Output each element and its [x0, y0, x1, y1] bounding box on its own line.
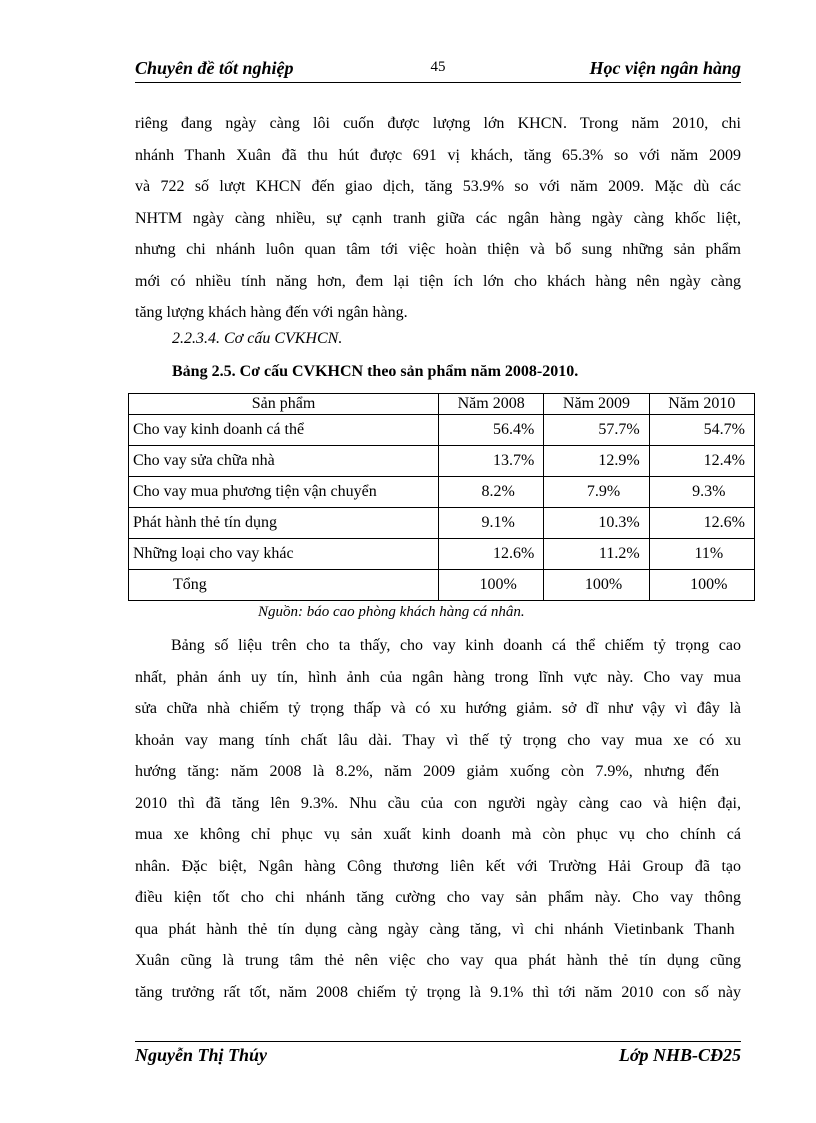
text-line: hướng tăng: năm 2008 là 8.2%, năm 2009 giảm xuống còn 7.9%, nhưng đến — [135, 763, 720, 780]
cell-value: 56.4% — [438, 415, 543, 446]
text-line: tăng trưởng rất tốt, năm 2008 chiếm tỷ trọng là 9.1% thì tới năm 2010 con số này — [135, 983, 741, 1001]
cell-value: 54.7% — [649, 415, 754, 446]
column-header-2008: Năm 2008 — [438, 394, 543, 415]
text-line: và 722 số lượt KHCN đến giao dịch, tăng 53.9% so với năm 2009. Mặc dù các — [135, 178, 741, 195]
text-line: tăng lượng khách hàng đến với ngân hàng. — [135, 304, 408, 321]
row-label: Cho vay kinh doanh cá thể — [129, 415, 439, 446]
cell-value: 10.3% — [544, 508, 649, 539]
table-row — [129, 477, 755, 508]
cell-value: 12.6% — [649, 508, 754, 539]
row-label: Những loại cho vay khác — [129, 539, 439, 570]
footer-author: Nguyễn Thị Thúy — [135, 1045, 268, 1065]
page-footer — [135, 1045, 741, 1069]
text-line: Bảng số liệu trên cho ta thấy, cho vay kinh doanh cá thể chiếm tỷ trọng cao — [171, 637, 741, 654]
text-line: NHTM ngày càng nhiều, sự cạnh tranh giữa các ngân hàng ngày càng khốc liệt, — [135, 209, 741, 227]
data-table — [128, 393, 755, 601]
cell-value: 100% — [438, 570, 543, 601]
cell-value: 12.9% — [544, 446, 649, 477]
row-label: Phát hành thẻ tín dụng — [129, 508, 439, 539]
text-line: riêng đang ngày càng lôi cuốn được lượng lớn KHCN. Trong năm 2010, chi — [135, 115, 741, 132]
text-line: nhưng chi nhánh luôn quan tâm tới việc hoàn thiện và bổ sung những sản phẩm — [135, 241, 741, 258]
page-number: 45 — [430, 59, 446, 75]
cell-value: 100% — [649, 570, 754, 601]
header-title-right: Học viện ngân hàng — [589, 58, 741, 78]
row-label-total: Tổng — [129, 570, 439, 601]
row-label: Cho vay mua phương tiện vận chuyển — [129, 477, 439, 508]
cell-value: 9.1% — [438, 508, 543, 539]
text-line: mua xe không chỉ phục vụ sản xuất kinh doanh mà còn phục vụ cho chính cá — [135, 826, 741, 843]
text-line: nhân. Đặc biệt, Ngân hàng Công thương liên kết với Trường Hải Group đã tạo — [135, 857, 741, 875]
cell-value: 57.7% — [544, 415, 649, 446]
cell-value: 7.9% — [544, 477, 649, 508]
header-title-left: Chuyên đề tốt nghiệp — [135, 58, 294, 78]
text-line: Xuân cũng là trung tâm thẻ nên việc cho vay qua phát hành thẻ tín dụng cũng — [135, 952, 741, 969]
section-subheading: 2.2.3.4. Cơ cấu CVKHCN. — [172, 330, 343, 347]
text-line: điều kiện tốt cho chi nhánh tăng cường cho vay sản phẩm này. Cho vay thông — [135, 889, 741, 906]
table-row-total — [129, 570, 755, 601]
text-line: sửa chữa nhà chiếm tỷ trọng thấp và có xu hướng giảm. sở dĩ như vậy vì đây là — [135, 700, 741, 717]
table-row — [129, 539, 755, 570]
cell-value: 11% — [649, 539, 754, 570]
table-header-row — [129, 394, 755, 415]
row-label: Cho vay sửa chữa nhà — [129, 446, 439, 477]
cell-value: 12.6% — [438, 539, 543, 570]
paragraph-analysis — [135, 630, 741, 1008]
cell-value: 9.3% — [649, 477, 754, 508]
cell-value: 100% — [544, 570, 649, 601]
cell-value: 11.2% — [544, 539, 649, 570]
cell-value: 12.4% — [649, 446, 754, 477]
footer-divider — [135, 1041, 741, 1042]
table-caption: Bảng 2.5. Cơ cấu CVKHCN theo sản phẩm năm 2008-2010. — [172, 363, 579, 380]
table-row — [129, 415, 755, 446]
paragraph-intro — [135, 108, 741, 329]
text-line: khoản vay mang tính chất lâu dài. Thay vì thế tỷ trọng cho vay mua xe có xu — [135, 731, 741, 749]
cell-value: 13.7% — [438, 446, 543, 477]
column-header-product: Sản phẩm — [129, 394, 439, 415]
column-header-2010: Năm 2010 — [649, 394, 754, 415]
text-line: mới có nhiều tính năng hơn, đem lại tiện ích lớn cho khách hàng nên ngày càng — [135, 272, 741, 290]
cell-value: 8.2% — [438, 477, 543, 508]
text-line: qua phát hành thẻ tín dụng càng ngày càng tăng, vì chi nhánh Vietinbank Thanh — [135, 920, 735, 938]
column-header-2009: Năm 2009 — [544, 394, 649, 415]
footer-class: Lớp NHB-CĐ25 — [618, 1045, 741, 1065]
table-row — [129, 508, 755, 539]
table-source-note: Nguồn: báo cao phòng khách hàng cá nhân. — [258, 604, 525, 620]
page-header — [135, 56, 741, 83]
text-line: 2010 thì đã tăng lên 9.3%. Nhu cầu của con người ngày càng cao và hiện đại, — [135, 794, 741, 812]
text-line: nhất, phản ánh uy tín, hình ảnh của ngân hàng trong lĩnh vực này. Cho vay mua — [135, 668, 741, 686]
table-row — [129, 446, 755, 477]
text-line: nhánh Thanh Xuân đã thu hút được 691 vị khách, tăng 65.3% so với năm 2009 — [135, 146, 741, 164]
